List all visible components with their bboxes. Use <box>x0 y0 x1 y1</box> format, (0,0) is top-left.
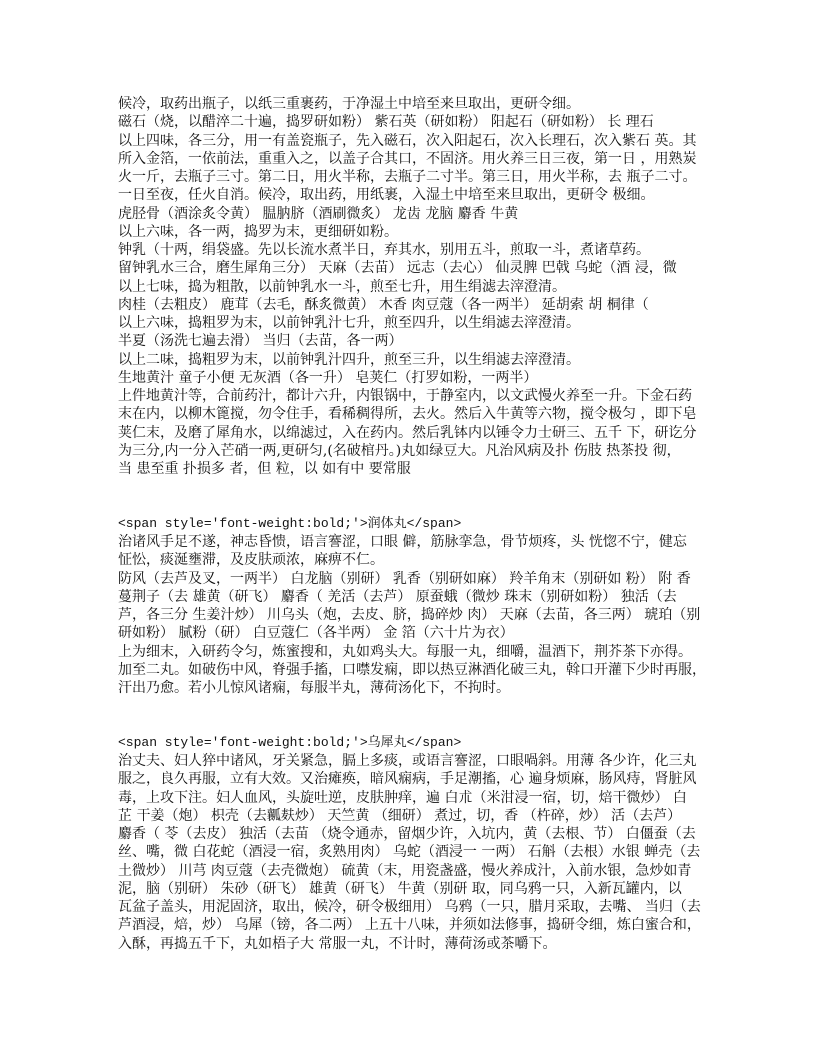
text-line: 虎胫骨（酒涂炙令黄） 腽肭脐（酒刷微炙） 龙齿 龙脑 麝香 牛黄 <box>118 205 519 222</box>
text-line: 末在内，以柳木篦搅，勿令住手，看稀稠得所，去火。然后入牛黄等六物，搅令极匀 ，即下皂 <box>118 406 697 423</box>
text-line: 钟乳（十两，绢袋盛。先以长流水煮半日，弃其水，别用五斗，煎取一斗，煮诸草药。 <box>118 242 650 258</box>
document-page <box>118 95 718 953</box>
text-line: 以上二味，捣粗罗为末，以前钟乳汁四升，煎至三升，以生绢滤去滓澄清。 <box>118 351 580 368</box>
text-line: 蔓荆子（去 雄黄（研飞） 麝香（ 羌活（去芦） 原蚕蛾（微炒 珠末（别研如粉） 独活（去 <box>118 588 677 605</box>
recipe-heading: <span style='font-weight:bold;'>润体丸</span> <box>118 515 462 531</box>
text-line: 以上七味，捣为粗散，以前钟乳水一斗，煎至七升，用生绢滤去滓澄清。 <box>118 278 566 295</box>
text-line: 芦酒浸，焙，炒） 乌犀（镑，各二两） 上五十八味，并须如法修事，捣研令细，炼白蜜合和， <box>118 917 701 934</box>
recipe-block-wuxi-wan <box>118 734 718 953</box>
text-line: 半夏（汤洗七遍去滑） 当归（去苗，各一两） <box>118 333 403 350</box>
text-line: 所入金箔，一依前法，重重入之，以盖子合其口，不固济。用火养三日三夜，第一日 ，用熟炭 <box>118 150 697 167</box>
text-line: 上为细末，入研药令匀，炼蜜搜和，丸如鸡头大。每服一丸，细嚼，温酒下，荆芥茶下亦得。 <box>118 643 692 660</box>
text-line: 上件地黄汁等，合前药汁，都计六升，内银锅中，于静室内，以文武慢火养至一升。下金石药 <box>118 388 692 404</box>
text-line: 研如粉） 腻粉（研） 白豆蔻仁（各半两） 金 箔（六十片为衣） <box>118 625 514 642</box>
text-line: 候冷，取药出瓶子，以纸三重裹药，于净湿土中培至来旦取出，更研令细。 <box>118 96 580 112</box>
recipe-block-runti-wan <box>118 515 718 698</box>
text-line: 治诸风手足不遂，神志昏愦，语言謇涩，口眼 僻，筋脉挛急，骨节烦疼，头 恍惚不宁，健忘 <box>118 534 687 550</box>
text-line: 荚仁末，及磨了犀角水，以绵滤过，入在药内。然后乳钵内以锤令力士研三、五千 下，研讫分 <box>118 424 697 441</box>
text-line: 服之，良久再服，立有大效。又治瘫痪，暗风痫病，手足潮搐，心 遍身烦麻，肠风痔，肾脏风 <box>118 771 697 788</box>
text-line: 入酥，再捣五千下，丸如梧子大 常服一丸，不计时，薄荷汤或茶嚼下。 <box>118 935 557 952</box>
recipe-heading: <span style='font-weight:bold;'>乌犀丸</span> <box>118 734 462 750</box>
text-line: 以上六味，各一两，捣罗为末，更细研如粉。 <box>118 223 398 240</box>
text-line: 汗出乃愈。若小儿惊风诸痫，每服半丸，薄荷汤化下，不拘时。 <box>118 680 510 696</box>
text-line: 芦，各三分 生姜汁炒） 川乌头（炮，去皮、脐，捣碎炒 肉） 天麻（去苗，各三两） 琥珀（别 <box>118 607 701 623</box>
text-line: 毒，上攻下注。妇人血风，头旋吐逆，皮肤肿痒，遍 白朮（米泔浸一宿，切，焙干微炒） 白 <box>118 789 687 806</box>
text-line: 麝香（ 苓（去皮） 独活（去苗 （烧令通赤，留烟少许，入坑内，黄（去根、节） 白僵蚕（去 <box>118 826 696 842</box>
text-line: 瓦盆子盖头，用泥固济，取出，候冷，研令极细用） 乌鸦（一只，腊月采取，去嘴、 当归（去 <box>118 899 701 915</box>
text-line: 以上六味，捣粗罗为末，以前钟乳汁七升，煎至四升，以生绢滤去滓澄清。 <box>118 315 580 331</box>
text-line: 留钟乳水三合，磨生犀角三分） 天麻（去苗） 远志（去心） 仙灵脾 巴戟 乌蛇（酒 浸，微 <box>118 260 677 277</box>
text-line: 生地黄汁 童子小便 无灰酒（各一升） 皂荚仁（打罗如粉，一两半） <box>118 369 538 386</box>
text-line: 治丈夫、妇人猝中诸风，牙关紧急，膈上多痰，或语言謇涩，口眼喎斜。用薄 各少许，化三丸 <box>118 753 697 769</box>
text-line: 当 患至重 扑损多 者，但 粒，以 如有中 要常服 <box>118 461 411 477</box>
text-line: 土微炒） 川芎 肉豆蔻（去壳微炮） 硫黄（末，用瓷盏盛，慢火养成汁，入前水银，急炒如青 <box>118 862 692 879</box>
recipe-block-1 <box>118 95 718 478</box>
text-line: 芷 干姜（炮） 枳壳（去瓤麸炒） 天竺黄 （细研） 煮过，切，香 （杵碎，炒） 活（去芦） <box>118 807 682 824</box>
text-line: 加至二丸。如破伤中风，脊强手搐，口噤发痫，即以热豆淋酒化破三丸，斡口开灌下少时再服， <box>118 661 706 678</box>
text-line: 肉桂（去粗皮） 鹿茸（去毛，酥炙微黄） 木香 肉豆蔻（各一两半） 延胡索 胡 桐律（ <box>118 296 649 313</box>
text-line: 磁石（烧，以醋淬二十遍，捣罗研如粉） 紫石英（研如粉） 阳起石（研如粉） 长 理石 <box>118 114 654 131</box>
text-line: 以上四味，各三分，用一有盖瓷瓶子，先入磁石，次入阳起石，次入长理石，次入紫石 英。其 <box>118 132 697 149</box>
text-line: 火一斤，去瓶子三寸。第二日，用火半称，去瓶子二寸半。第三日，用火半称，去 瓶子二寸。 <box>118 169 697 185</box>
text-line: 为三分,内一分入芒硝一两,更研匀,(名破棺丹。)丸如绿豆大。凡治风病及扑 伤肢 热茶投 彻， <box>118 442 681 459</box>
text-line: 防风（去芦及叉，一两半） 白龙脑（别研） 乳香（别研如麻） 羚羊角末（别研如 粉） 附 香 <box>118 570 691 587</box>
text-line: 怔忪，痰涎壅滞，及皮肤顽浓，麻痹不仁。 <box>118 552 384 569</box>
text-line: 一日至夜，任火自消。候冷，取出药，用纸裹，入湿土中培至来旦取出，更研令 极细。 <box>118 187 655 204</box>
text-line: 丝、嘴，微 白花蛇（酒浸一宿，炙熟用肉） 乌蛇（酒浸一 一两） 石斛（去根）水银 蝉壳（去 <box>118 844 701 861</box>
text-line: 泥，脑（别研） 朱砂（研飞） 雄黄（研飞） 牛黄（别研 取，同乌鸦一只，入新瓦罐内，以 <box>118 880 682 897</box>
